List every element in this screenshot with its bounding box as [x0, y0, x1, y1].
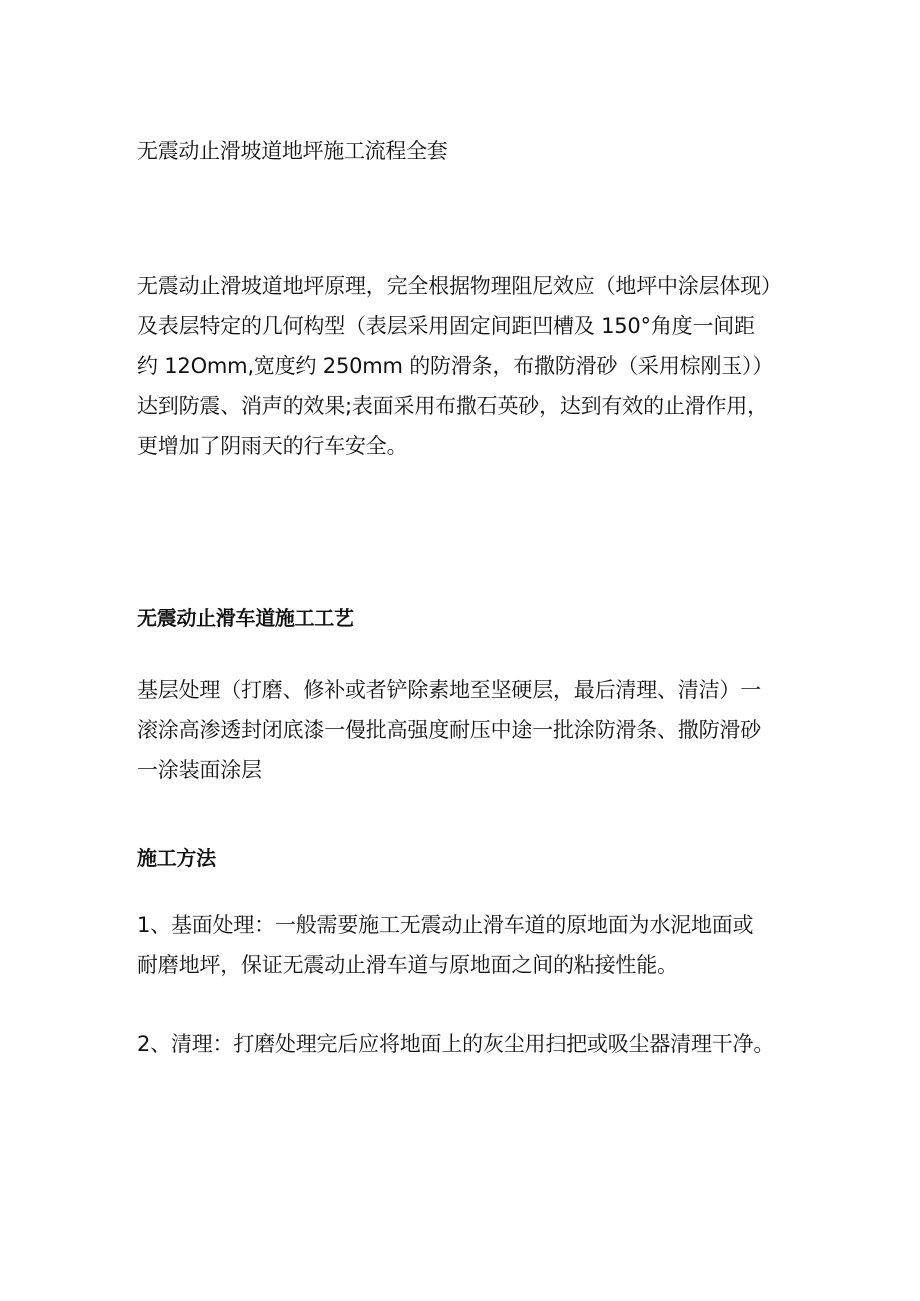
intro-paragraph — [137, 272, 797, 472]
step-2-line: 2、清理：打磨处理完后应将地面上的灰尘用扫把或吸尘器清理干净。 — [137, 1032, 775, 1056]
step-1-paragraph — [137, 911, 797, 991]
process-line: 基层处理（打磨、修补或者铲除素地至坚硬层，最后清理、清洁）一 — [137, 678, 761, 702]
process-heading: 无震动止滑车道施工工艺 — [137, 606, 354, 630]
step-1-line: 耐磨地坪，保证无震动止滑车道与原地面之间的粘接性能。 — [137, 953, 678, 977]
intro-line: 及表层特定的几何构型（表层采用固定间距凹槽及 150°角度一间距 — [137, 314, 755, 338]
step-1-line: 1、基面处理：一般需要施工无震动止滑车道的原地面为水泥地面或 — [137, 913, 754, 937]
intro-line: 约 12Omm,宽度约 250mm 的防滑条，布撒防滑砂（采用棕刚玉）） — [137, 354, 774, 378]
intro-line: 更增加了阴雨天的行车安全。 — [137, 434, 408, 458]
process-line: 一涂装面涂层 — [137, 758, 262, 782]
step-2-paragraph — [137, 1030, 797, 1070]
intro-line: 无震动止滑坡道地坪原理，完全根据物理阻尼效应（地坪中涂层体现） — [137, 274, 782, 298]
process-line: 滚涂高渗透封闭底漆一僈批高强度耐压中途一批涂防滑条、撒防滑砂 — [137, 718, 761, 742]
process-paragraph — [137, 676, 797, 796]
intro-line: 达到防震、消声的效果;表面采用布撒石英砂，达到有效的止滑作用， — [137, 394, 768, 418]
document-title: 无震动止滑坡道地坪施工流程全套 — [137, 139, 448, 163]
method-heading: 施工方法 — [137, 846, 216, 870]
